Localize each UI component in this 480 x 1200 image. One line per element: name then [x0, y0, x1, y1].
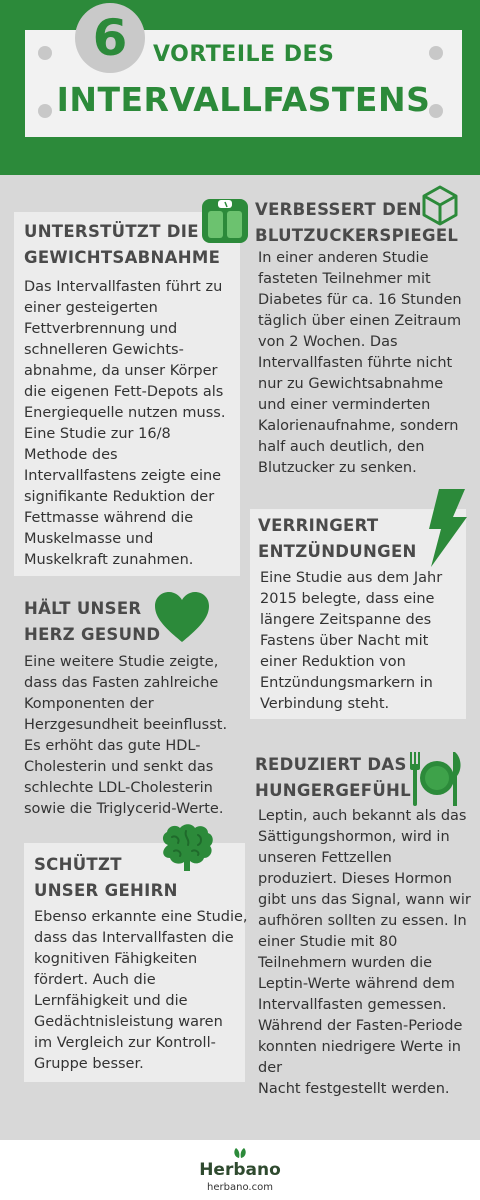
bolt-icon	[38, 46, 52, 60]
scale-icon	[200, 197, 250, 245]
weight-heading: UNTERSTÜTZT DIE GEWICHTSABNAHME	[24, 222, 221, 267]
page-title-line1: VORTEILE DES	[153, 42, 335, 67]
bolt-icon	[429, 46, 443, 60]
inflammation-text: Eine Studie aus dem Jahr 2015 belegte, dass eine längere Zeitspanne des Fastens über Nacht mit einer Reduktion von Entzündungsmarkern in Verbindung steht.	[260, 570, 443, 712]
blood-sugar-heading: VERBESSERT DEN BLUTZUCKERSPIEGEL	[255, 200, 459, 245]
brain-heading: SCHÜTZT UNSER GEHIRN	[34, 855, 178, 900]
heart-icon	[153, 590, 211, 644]
brain-text: Ebenso erkannte eine Studie, dass das Intervallfasten die kognitiven Fähigkeiten fördert. Auch die Lernfähigkeit und die Gedächtnisleistung waren im Vergleich zur Kontroll- Gruppe besser.	[34, 909, 248, 1072]
header	[0, 0, 480, 175]
hunger-text: Leptin, auch bekannt als das Sättigungshormon, wird in unseren Fettzellen produziert. Dieses Hormon gibt uns das Signal, wann wir aufhören sollten zu essen. In einer Studie mit 80 Teilnehmern wurden die Leptin-Werte während dem Intervallfasten gemessen. Während der Fasten-Periode konnten niedrigere Werte in der Nacht festgestellt werden.	[258, 808, 471, 1097]
plate-cutlery-icon	[405, 750, 465, 808]
number-badge-value: 6	[92, 9, 128, 67]
leaf-icon	[232, 1146, 248, 1160]
heart-text: Eine weitere Studie zeigte, dass das Fasten zahlreiche Komponenten der Herzgesundheit beeinflusst. Es erhöht das gute HDL- Cholesterin und senkt das schlechte LDL-Cholesterin sowie die Triglycerid-Werte.	[24, 654, 228, 817]
page-title-line2: INTERVALLFASTENS	[56, 80, 431, 119]
inflammation-heading: VERRINGERT ENTZÜNDUNGEN	[258, 516, 417, 561]
lightning-icon	[425, 487, 469, 569]
hunger-heading: REDUZIERT DAS HUNGERGEFÜHL	[255, 755, 411, 800]
blood-sugar-text: In einer anderen Studie fasteten Teilnehmer mit Diabetes für ca. 16 Stunden täglich über einen Zeitraum von 2 Wochen. Das Intervallfasten führte nicht nur zu Gewichtsabnahme und einer verminderten Kalorienaufnahme, sondern half auch deutlich, den Blutzucker zu senken.	[258, 250, 462, 476]
website-link[interactable]: herbano.com	[207, 1182, 273, 1193]
weight-text: Das Intervallfasten führt zu einer gesteigerten Fettverbrennung und schnelleren Gewichts- abnahme, da unser Körper die eigenen Fett-Depots als Energiequelle nutzen muss. Eine Studie zur 16/8 Methode des Intervallfastens zeigte eine signifikante Reduktion der Fettmasse während die Muskelmasse und Muskelkraft zunahmen.	[24, 279, 226, 568]
brand-name: Herbano	[199, 1160, 281, 1180]
cube-icon	[420, 184, 460, 228]
heart-heading: HÄLT UNSER HERZ GESUND	[24, 599, 161, 644]
brain-icon	[158, 823, 216, 873]
